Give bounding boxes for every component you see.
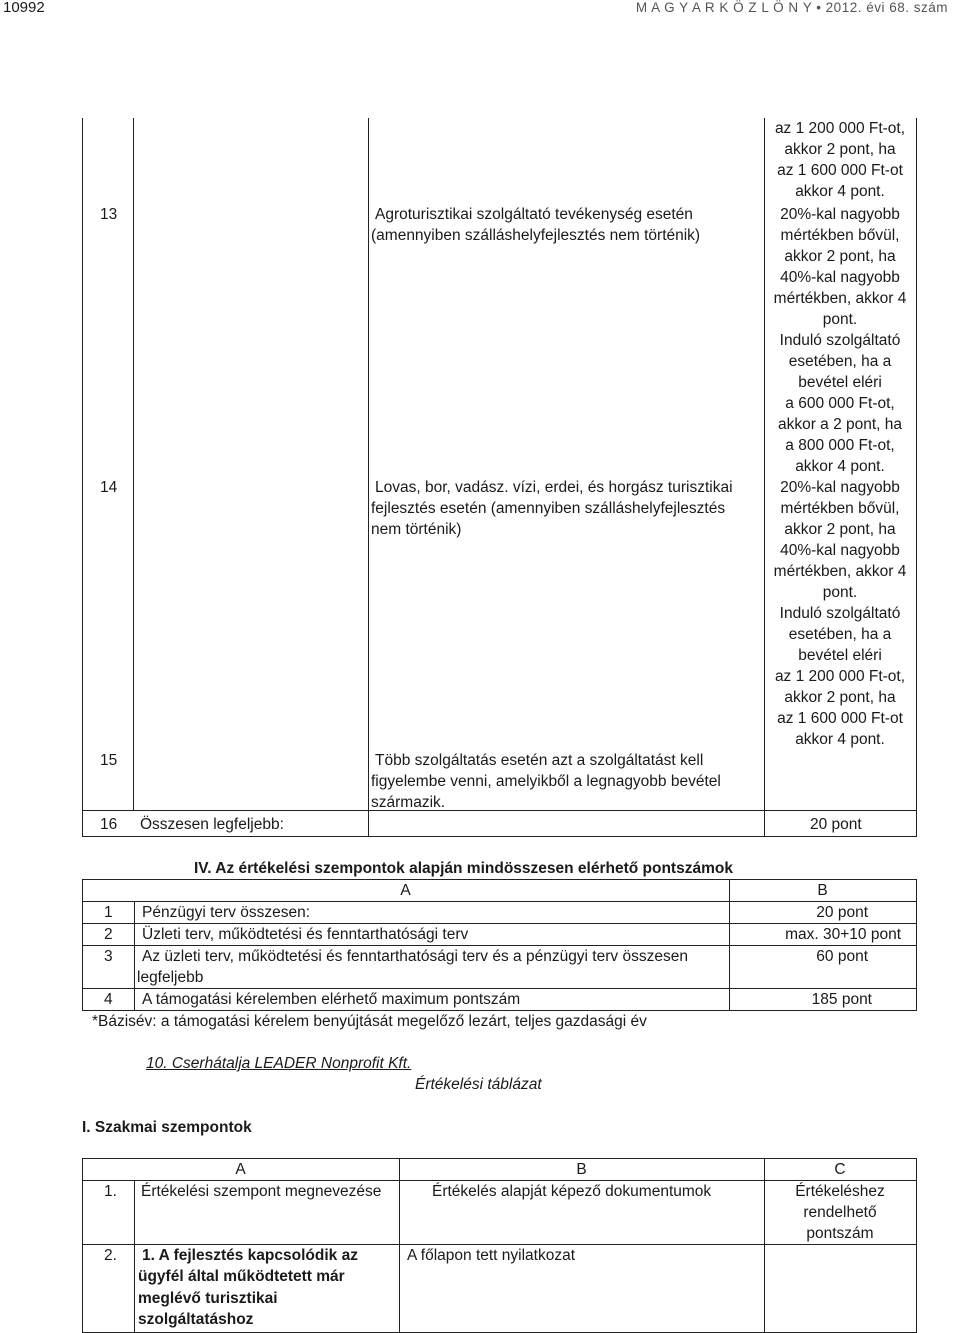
row-16-number: 16	[100, 816, 118, 833]
totals-row-1-num: 1	[104, 904, 113, 921]
row-13-score-2: mértékben bővül,	[780, 227, 900, 244]
row-13-score-3: akkor 2 pont, ha	[784, 248, 896, 265]
row-13-score-9: bevétel eléri	[798, 374, 882, 391]
row-13-score-6: pont.	[822, 311, 858, 328]
eval-row-1-c-3: pontszám	[806, 1225, 874, 1242]
section-10-subtitle: Értékelési táblázat	[415, 1076, 542, 1093]
totals-row-2-num: 2	[104, 926, 113, 943]
totals-row-4-num: 4	[104, 991, 113, 1008]
row-14-score-9: bevétel eléri	[798, 647, 882, 664]
score-cont-line-2: akkor 2 pont, ha	[784, 141, 896, 158]
row-15-number: 15	[100, 752, 118, 769]
row-14-score-12: az 1 600 000 Ft-ot	[777, 710, 903, 727]
row-13-score-1: 20%-kal nagyobb	[780, 206, 900, 223]
row-14-desc-1: Lovas, bor, vadász. vízi, erdei, és horgász turisztikai	[375, 479, 733, 496]
totals-row-4-value: 185 pont	[811, 991, 872, 1008]
totals-col-b: B	[817, 882, 828, 899]
row-13-number: 13	[100, 206, 118, 223]
total-value: 20 pont	[810, 816, 862, 833]
row-14-score-7: Induló szolgáltató	[779, 605, 901, 622]
row-14-score-3: akkor 2 pont, ha	[784, 521, 896, 538]
eval-row-1-a: Értékelési szempont megnevezése	[141, 1183, 382, 1200]
eval-row-2-a-4: szolgáltatáshoz	[138, 1311, 254, 1328]
totals-row-2-value: max. 30+10 pont	[785, 926, 901, 943]
totals-row-1-value: 20 pont	[816, 904, 868, 921]
eval-row-1-b: Értékelés alapját képező dokumentumok	[432, 1183, 712, 1200]
totals-row-1-label: Pénzügyi terv összesen:	[142, 904, 311, 921]
row-15-desc-2: figyelembe venni, amelyikből a legnagyobb bevétel	[371, 773, 721, 790]
totals-row-3-label-2: legfeljebb	[137, 969, 204, 986]
journal-header: M A G Y A R K Ö Z L Ö N Y • 2012. évi 68. szám	[635, 0, 948, 15]
row-14-score-4: 40%-kal nagyobb	[780, 542, 900, 559]
totals-row-4-label: A támogatási kérelemben elérhető maximum pontszám	[142, 991, 521, 1008]
row-13-score-10: a 600 000 Ft-ot,	[785, 395, 895, 412]
row-15-desc-3: származik.	[371, 794, 446, 811]
row-14-score-13: akkor 4 pont.	[795, 731, 885, 748]
row-13-score-5: mértékben, akkor 4	[773, 290, 907, 307]
eval-row-2-a-1: 1. A fejlesztés kapcsolódik az	[142, 1247, 358, 1264]
row-14-score-1: 20%-kal nagyobb	[780, 479, 900, 496]
score-cont-line-1: az 1 200 000 Ft-ot,	[774, 120, 906, 137]
row-13-score-13: akkor 4 pont.	[795, 458, 885, 475]
row-13-score-8: esetében, ha a	[788, 353, 892, 370]
eval-row-2-num: 2.	[104, 1247, 117, 1264]
row-15-desc-1: Több szolgáltatás esetén azt a szolgáltatást kell	[375, 752, 704, 769]
score-cont-line-4: akkor 4 pont.	[795, 183, 885, 200]
row-13-score-4: 40%-kal nagyobb	[780, 269, 900, 286]
row-14-score-8: esetében, ha a	[788, 626, 892, 643]
totals-row-2-label: Üzleti terv, működtetési és fenntarthatósági terv	[142, 926, 469, 943]
section-iv-title: IV. Az értékelési szempontok alapján mindösszesen elérhető pontszámok	[194, 860, 733, 877]
footnote: *Bázisév: a támogatási kérelem benyújtását megelőző lezárt, teljes gazdasági év	[92, 1013, 647, 1030]
row-14-number: 14	[100, 479, 118, 496]
row-14-desc-2: fejlesztés esetén (amennyiben szálláshelyfejlesztés	[371, 500, 726, 517]
row-13-desc-1: Agroturisztikai szolgáltató tevékenység esetén	[375, 206, 693, 223]
eval-row-2-a-2: ügyfél által működtetett már	[138, 1268, 345, 1285]
score-cont-line-3: az 1 600 000 Ft-ot	[777, 162, 903, 179]
row-14-desc-3: nem történik)	[371, 521, 462, 538]
row-14-score-2: mértékben bővül,	[780, 500, 900, 517]
section-i-heading: I. Szakmai szempontok	[82, 1119, 252, 1136]
eval-col-a: A	[235, 1161, 246, 1178]
section-10-title: 10. Cserhátalja LEADER Nonprofit Kft.	[146, 1055, 412, 1072]
totals-col-a: A	[400, 882, 411, 899]
eval-col-b: B	[576, 1161, 587, 1178]
eval-row-2-a-3: meglévő turisztikai	[138, 1290, 278, 1307]
totals-row-3-value: 60 pont	[816, 948, 868, 965]
totals-row-3-label-1: Az üzleti terv, működtetési és fenntarthatósági terv és a pénzügyi terv összesen	[142, 948, 688, 965]
eval-row-1-c-2: rendelhető	[803, 1204, 877, 1221]
row-14-score-6: pont.	[822, 584, 858, 601]
row-14-score-10: az 1 200 000 Ft-ot,	[774, 668, 906, 685]
row-13-score-7: Induló szolgáltató	[779, 332, 901, 349]
eval-col-c: C	[834, 1161, 846, 1178]
total-label: Összesen legfeljebb:	[140, 816, 284, 833]
row-13-score-12: a 800 000 Ft-ot,	[785, 437, 895, 454]
totals-row-3-num: 3	[104, 948, 113, 965]
row-14-score-5: mértékben, akkor 4	[773, 563, 907, 580]
eval-row-1-c-1: Értékeléshez	[795, 1183, 885, 1200]
page-number: 10992	[3, 0, 45, 16]
row-13-score-11: akkor a 2 pont, ha	[777, 416, 903, 433]
eval-row-1-num: 1.	[104, 1183, 117, 1200]
eval-row-2-b: A főlapon tett nyilatkozat	[407, 1247, 576, 1264]
row-14-score-11: akkor 2 pont, ha	[784, 689, 896, 706]
row-13-desc-2: (amennyiben szálláshelyfejlesztés nem történik)	[371, 227, 701, 244]
